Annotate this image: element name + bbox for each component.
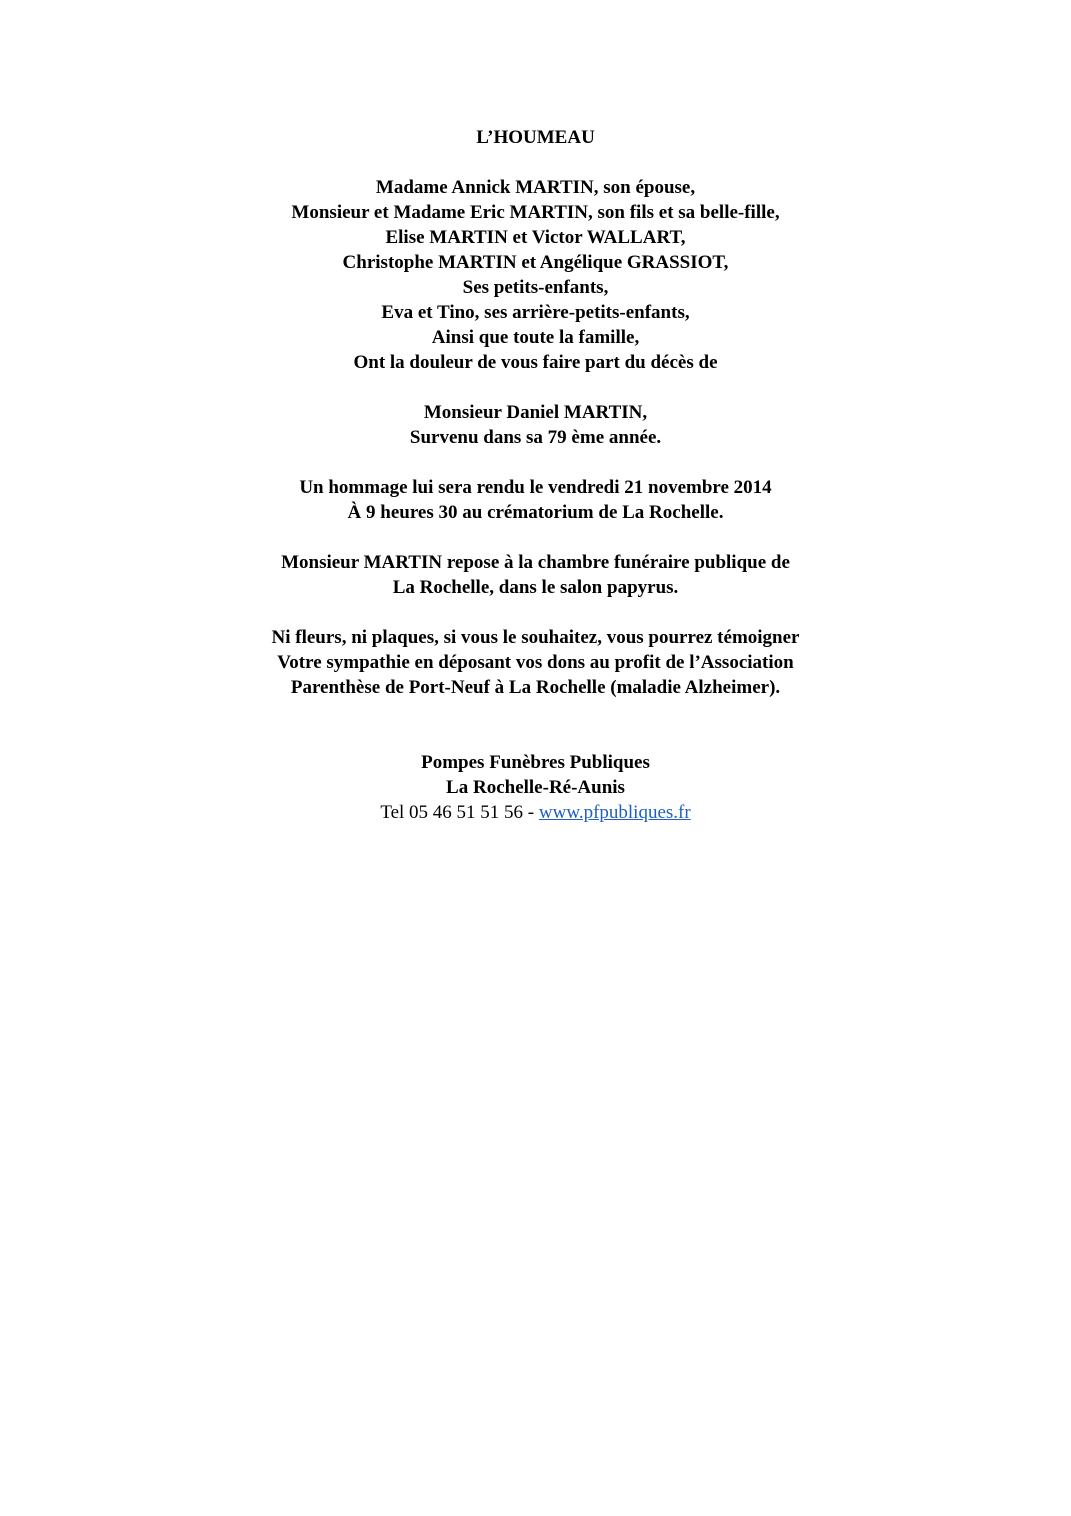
company-location: La Rochelle-Ré-Aunis	[446, 777, 625, 798]
donation-line: Ni fleurs, ni plaques, si vous le souhaitez, vous pourrez témoigner	[271, 627, 800, 648]
family-announcement	[0, 175, 1071, 375]
family-line: Christophe MARTIN et Angélique GRASSIOT,	[342, 252, 729, 273]
funeral-home-footer	[0, 750, 1071, 825]
ceremony-block	[0, 475, 1071, 525]
family-line: Ainsi que toute la famille,	[431, 327, 640, 348]
donation-block	[0, 625, 1071, 700]
donation-line: Votre sympathie en déposant vos dons au profit de l’Association	[277, 652, 794, 673]
contact-line	[0, 800, 1071, 825]
family-line: Eva et Tino, ses arrière-petits-enfants,	[381, 302, 690, 323]
deceased-age: Survenu dans sa 79 ème année.	[409, 427, 662, 448]
donation-line: Parenthèse de Port-Neuf à La Rochelle (maladie Alzheimer).	[290, 677, 781, 698]
family-line: Madame Annick MARTIN, son épouse,	[375, 177, 696, 198]
deceased-name: Monsieur Daniel MARTIN,	[423, 402, 648, 423]
family-line: Monsieur et Madame Eric MARTIN, son fils et sa belle-fille,	[291, 202, 780, 223]
rest-location-line: Monsieur MARTIN repose à la chambre funéraire publique de	[281, 552, 790, 573]
family-line: Ses petits-enfants,	[462, 277, 609, 298]
obituary-notice	[0, 125, 1071, 825]
rest-location-line: La Rochelle, dans le salon papyrus.	[392, 577, 679, 598]
family-line: Ont la douleur de vous faire part du décès de	[353, 352, 718, 373]
rest-location-block	[0, 550, 1071, 600]
family-line: Elise MARTIN et Victor WALLART,	[385, 227, 686, 248]
ceremony-line: À 9 heures 30 au crématorium de La Rochelle.	[347, 502, 724, 523]
ceremony-line: Un hommage lui sera rendu le vendredi 21 novembre 2014	[299, 477, 772, 498]
deceased-block	[0, 400, 1071, 450]
website-link[interactable]: www.pfpubliques.fr	[538, 802, 691, 823]
notice-title: L’HOUMEAU	[476, 127, 595, 148]
phone-text: Tel 05 46 51 51 56 -	[380, 802, 539, 823]
company-name: Pompes Funèbres Publiques	[421, 752, 650, 773]
